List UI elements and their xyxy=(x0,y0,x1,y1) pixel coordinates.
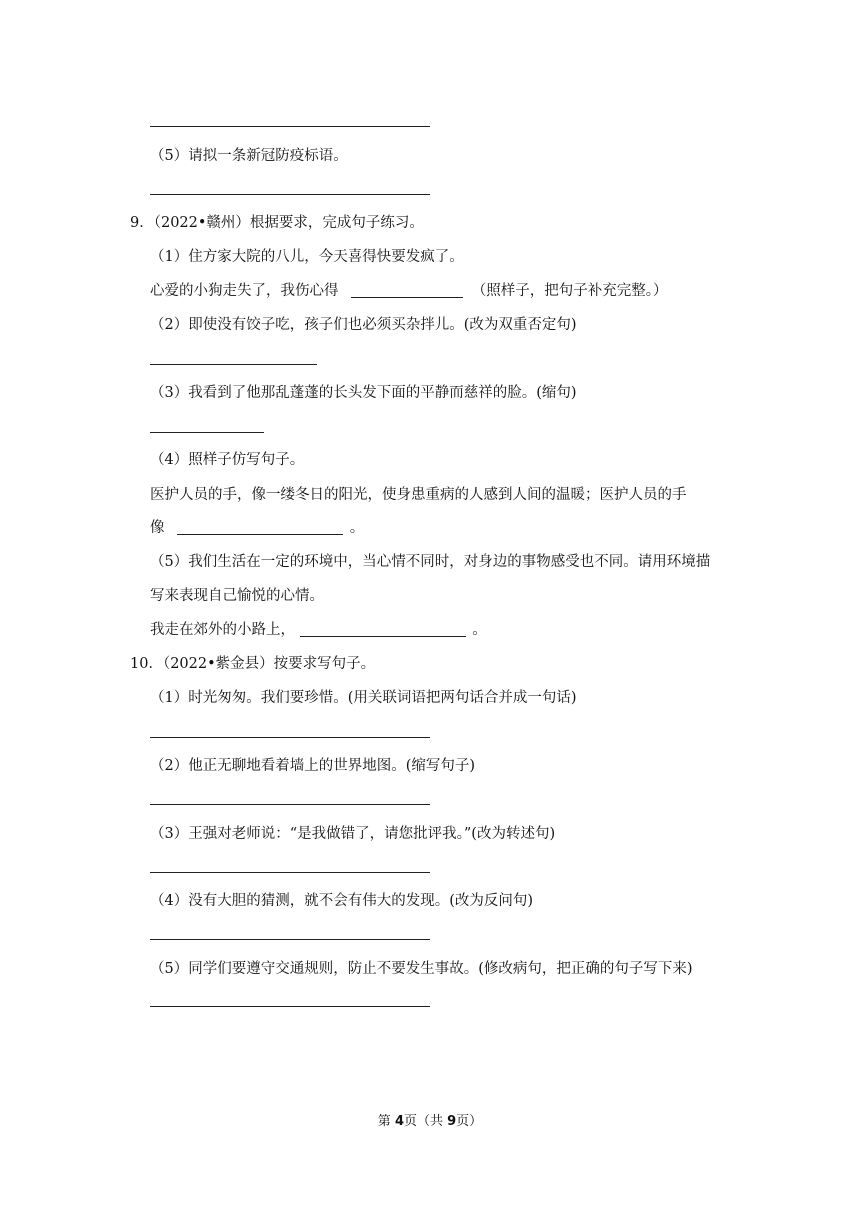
question-10-item-3: （3）王强对老师说：“是我做错了，请您批评我。”(改为转述句) xyxy=(150,826,556,842)
answer-line[interactable] xyxy=(150,872,430,873)
question-9-item-3: （3）我看到了他那乱蓬蓬的长头发下面的平静而慈祥的脸。(缩句) xyxy=(150,385,577,401)
question-9-item-5-line-2: 写来表现自己愉悦的心情。 xyxy=(150,588,324,604)
footer-suffix: 页） xyxy=(456,1114,483,1129)
question-9-item-1-answer-row xyxy=(150,281,667,301)
sentence-prefix: 像 xyxy=(150,520,165,536)
total-pages: 9 xyxy=(447,1114,457,1129)
sentence-end: 。 xyxy=(349,520,365,536)
question-9-item-2: （2）即使没有饺子吃，孩子们也必须买杂拌儿。(改为双重否定句) xyxy=(150,317,577,333)
answer-line[interactable] xyxy=(150,1006,430,1007)
question-9-item-4-example: 医护人员的手，像一缕冬日的阳光，使身患重病的人感到人间的温暖；医护人员的手 xyxy=(150,487,687,503)
answer-line[interactable] xyxy=(150,126,430,127)
question-9-item-5-line-1: （5）我们生活在一定的环境中，当心情不同时，对身边的事物感受也不同。请用环境描 xyxy=(150,554,711,570)
answer-line[interactable] xyxy=(150,194,430,195)
footer-prefix: 第 xyxy=(377,1114,395,1129)
answer-line[interactable] xyxy=(150,737,430,738)
question-8-item-5: （5）请拟一条新冠防疫标语。 xyxy=(150,148,348,164)
question-9-header: 9．（2022•赣州）根据要求，完成句子练习。 xyxy=(130,215,424,231)
answer-line[interactable] xyxy=(150,364,317,365)
sentence-prefix: 我走在郊外的小路上， xyxy=(150,622,295,638)
answer-line[interactable] xyxy=(150,939,430,940)
page-footer xyxy=(0,1110,860,1129)
question-10-header: 10．（2022•紫金县）按要求写句子。 xyxy=(130,656,376,672)
fill-blank[interactable] xyxy=(351,283,463,298)
question-9-item-1: （1）住方家大院的八儿，今天喜得快要发疯了。 xyxy=(150,249,464,265)
sentence-end: 。 xyxy=(472,622,487,638)
fill-blank[interactable] xyxy=(177,520,343,535)
question-10-item-2: （2）他正无聊地看着墙上的世界地图。(缩写句子) xyxy=(150,758,476,774)
question-9-item-4: （4）照样子仿写句子。 xyxy=(150,452,305,468)
question-10-item-4: （4）没有大胆的猜测，就不会有伟大的发现。(改为反问句) xyxy=(150,893,534,909)
instruction-text: （照样子，把句子补充完整。） xyxy=(471,283,668,299)
footer-middle: 页（共 xyxy=(403,1114,448,1129)
fill-blank[interactable] xyxy=(300,622,466,637)
question-9-item-5-answer-row xyxy=(150,620,487,640)
question-9-item-4-answer-row xyxy=(150,518,364,538)
sentence-prefix: 心爱的小狗走失了，我伤心得 xyxy=(150,283,339,299)
question-10-item-5: （5）同学们要遵守交通规则，防止不要发生事故。(修改病句，把正确的句子写下来) xyxy=(150,961,693,977)
answer-line[interactable] xyxy=(150,432,264,433)
answer-line[interactable] xyxy=(150,804,430,805)
question-10-item-1: （1）时光匆匆。我们要珍惜。(用关联词语把两句话合并成一句话) xyxy=(150,690,577,706)
page-number: 4 xyxy=(394,1114,404,1129)
